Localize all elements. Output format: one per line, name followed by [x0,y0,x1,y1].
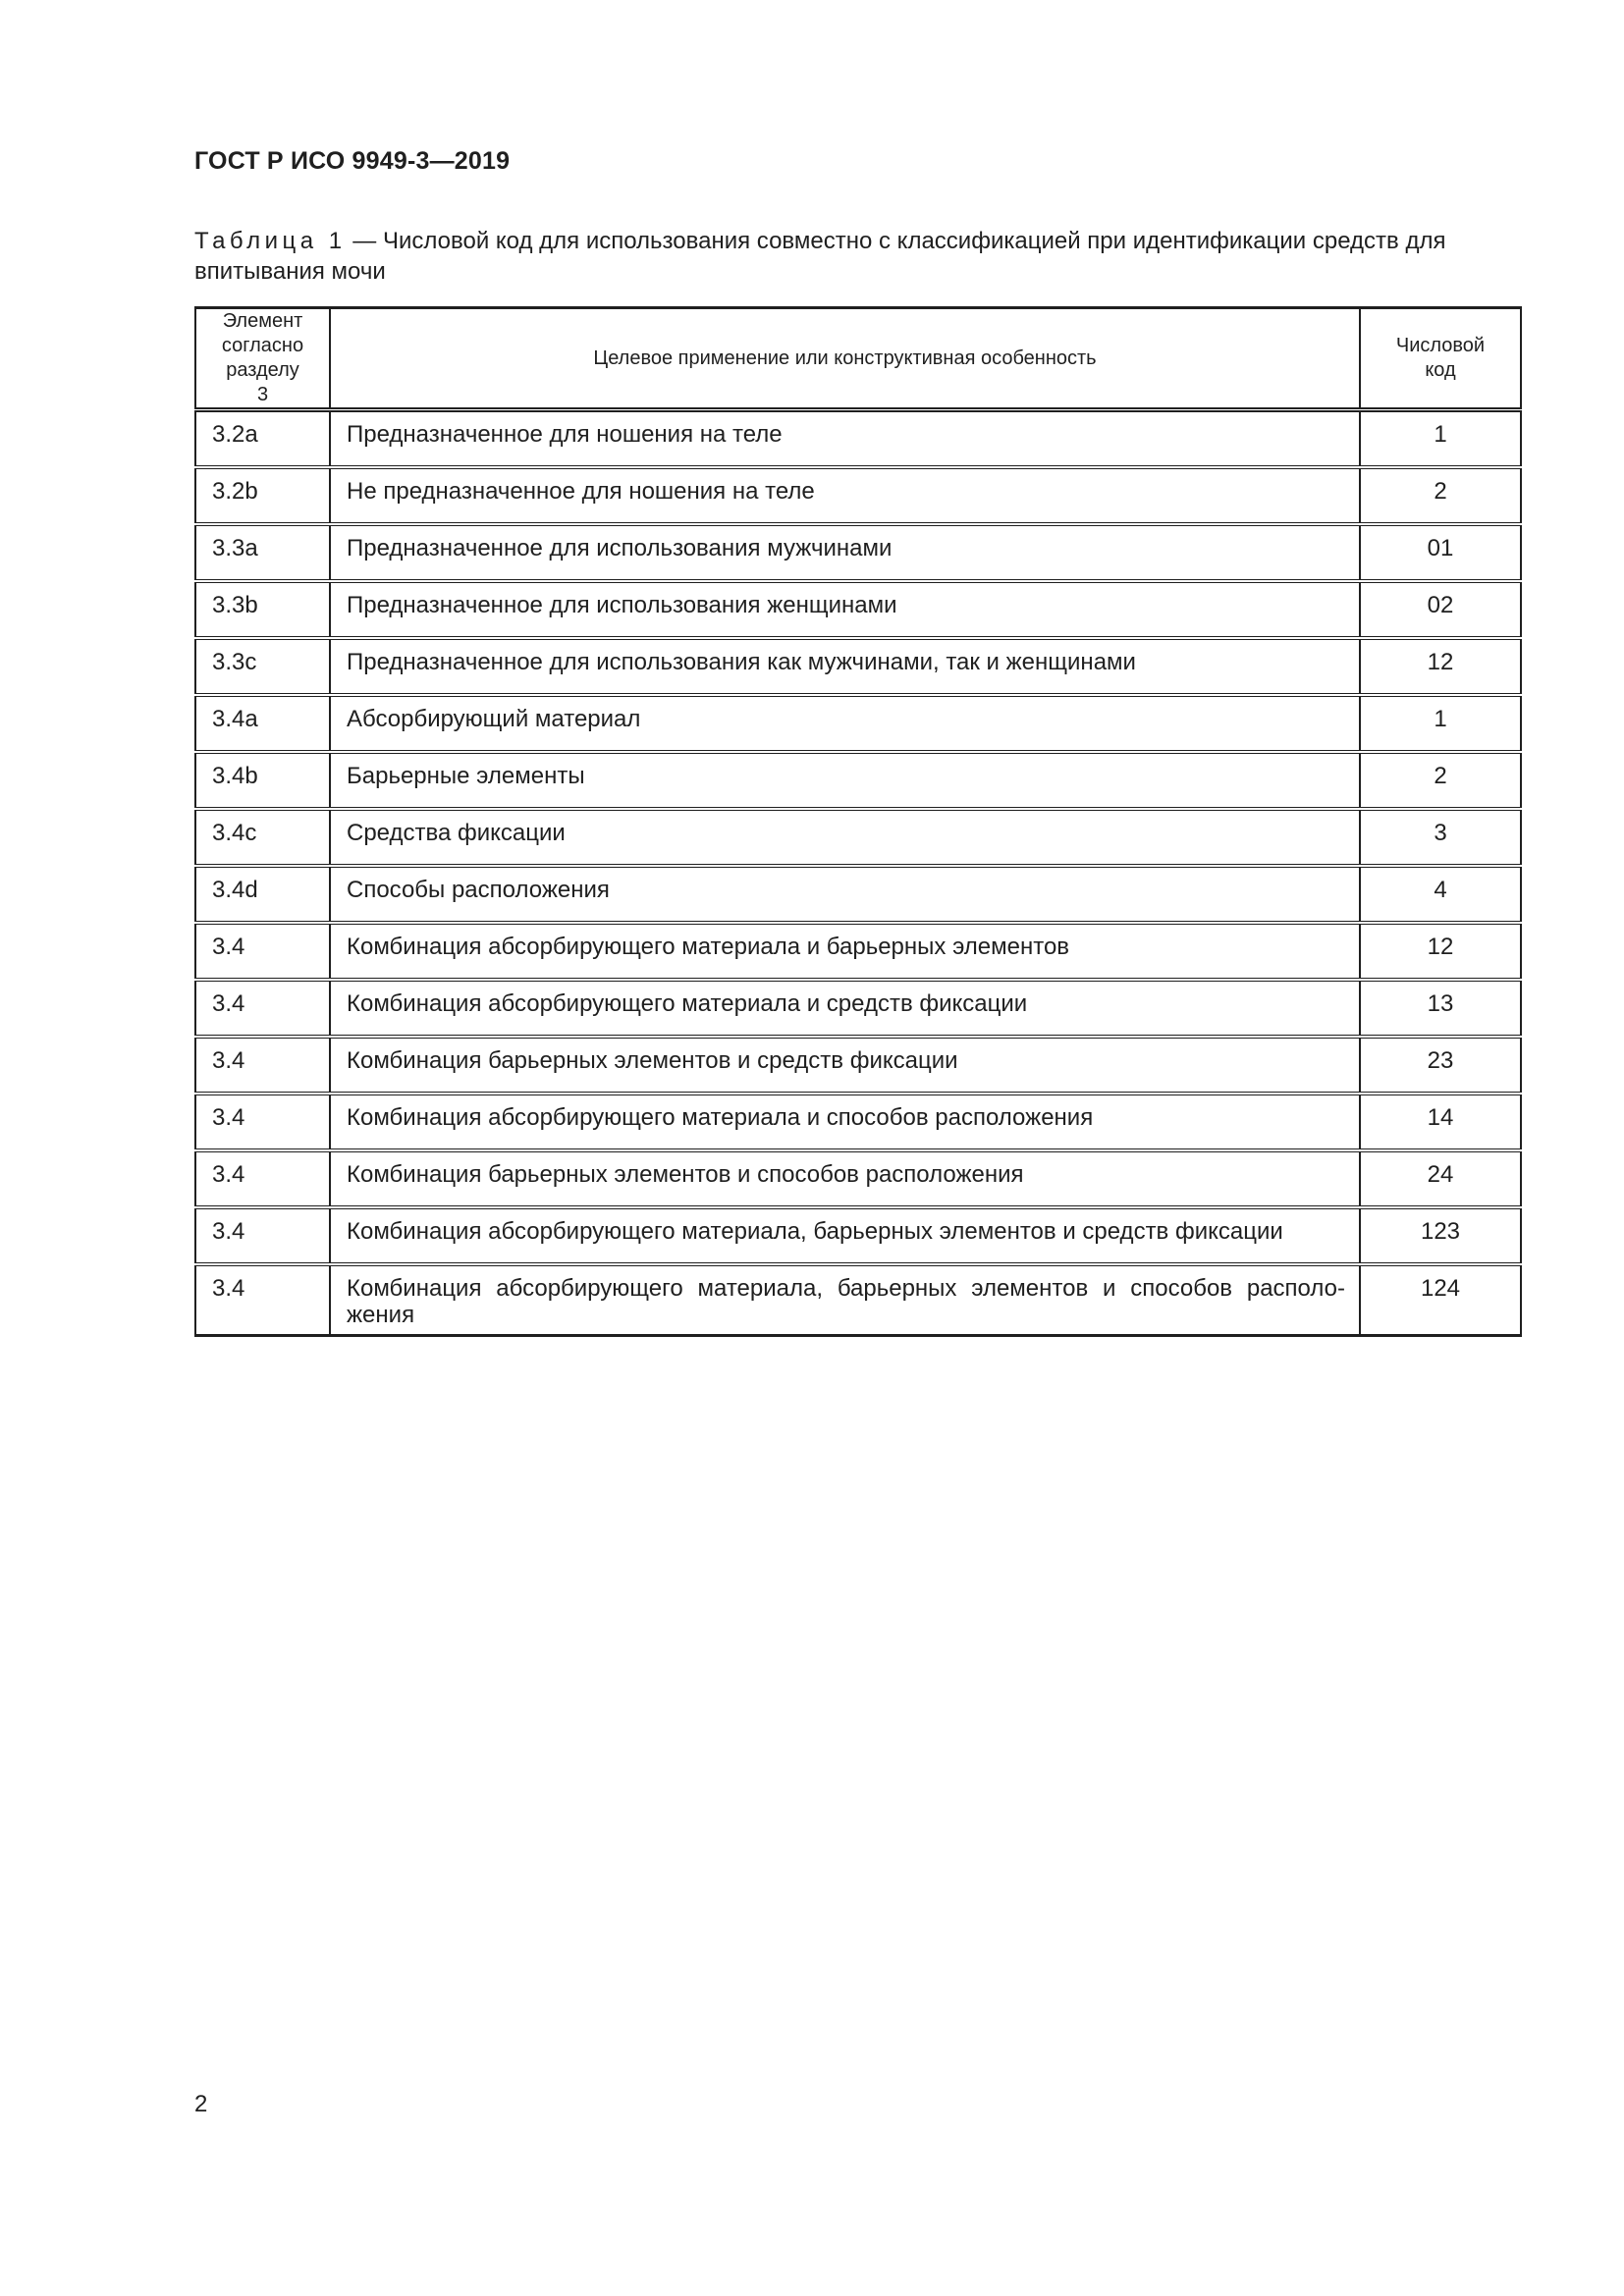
cell-description: Комбинация барьерных элементов и средств фиксации [330,1037,1360,1094]
table-row [195,866,1521,923]
cell-description: Абсорбирующий материал [330,695,1360,752]
cell-description: Предназначенное для использования женщинами [330,581,1360,638]
cell-element: 3.3c [195,638,330,695]
table-row [195,1094,1521,1150]
cell-element: 3.4c [195,809,330,866]
cell-description: Барьерные элементы [330,752,1360,809]
cell-description: Предназначенное для использования мужчинами [330,524,1360,581]
table-header-row [195,308,1521,410]
cell-description: Комбинация абсорбирующего материала и средств фиксации [330,980,1360,1037]
table-row [195,809,1521,866]
page-number: 2 [194,2091,208,2117]
cell-code: 4 [1360,866,1521,923]
cell-element: 3.4 [195,1150,330,1207]
document-header: ГОСТ Р ИСО 9949-3—2019 [194,147,511,175]
cell-description: Средства фиксации [330,809,1360,866]
cell-element: 3.4 [195,923,330,980]
cell-element: 3.3a [195,524,330,581]
cell-code: 12 [1360,923,1521,980]
table-row [195,923,1521,980]
table-row [195,695,1521,752]
cell-element: 3.4 [195,980,330,1037]
code-table-container [194,306,1520,1337]
table-row [195,752,1521,809]
cell-code: 01 [1360,524,1521,581]
cell-element: 3.4 [195,1207,330,1264]
cell-description: Комбинация абсорбирующего материала и барьерных элементов [330,923,1360,980]
table-row [195,1207,1521,1264]
table-row [195,581,1521,638]
cell-code: 12 [1360,638,1521,695]
cell-element: 3.4b [195,752,330,809]
cell-element: 3.4 [195,1037,330,1094]
cell-description: Комбинация барьерных элементов и способов расположения [330,1150,1360,1207]
cell-element: 3.4d [195,866,330,923]
cell-code: 3 [1360,809,1521,866]
cell-description: Комбинация абсорбирующего материала, барьерных элементов и средств фиксации [330,1207,1360,1264]
table-row [195,467,1521,524]
table-row [195,1264,1521,1336]
header-element-label: Элемент согласно разделу 3 [221,310,304,405]
table-caption-label: Таблица 1 [194,228,347,254]
code-table [194,306,1522,1337]
cell-code: 23 [1360,1037,1521,1094]
table-row [195,410,1521,468]
cell-description: Не предназначенное для ношения на теле [330,467,1360,524]
cell-description: Предназначенное для ношения на теле [330,410,1360,468]
table-caption-dash: — [346,228,383,254]
table-caption-text: Числовой код для использования совместно с классификацией при идентификации средств для впитывания мочи [194,228,1446,285]
table-row [195,524,1521,581]
header-code [1360,308,1521,410]
cell-element: 3.2b [195,467,330,524]
cell-element: 3.4 [195,1264,330,1336]
table-body [195,410,1521,1336]
table-row [195,1037,1521,1094]
cell-code: 2 [1360,467,1521,524]
cell-code: 02 [1360,581,1521,638]
table-row [195,980,1521,1037]
cell-code: 24 [1360,1150,1521,1207]
cell-code: 2 [1360,752,1521,809]
cell-element: 3.2a [195,410,330,468]
table-caption [194,226,1520,287]
cell-element: 3.4 [195,1094,330,1150]
table-row [195,638,1521,695]
cell-element: 3.4a [195,695,330,752]
cell-description: Комбинация абсорбирующего материала и способов расположения [330,1094,1360,1150]
cell-element: 3.3b [195,581,330,638]
header-purpose: Целевое применение или конструктивная особенность [330,308,1360,410]
cell-code: 124 [1360,1264,1521,1336]
cell-code: 1 [1360,410,1521,468]
cell-code: 1 [1360,695,1521,752]
cell-description: Комбинация абсорбирующего материала, барьерных элементов и способов располо-жения [330,1264,1360,1336]
cell-description: Предназначенное для использования как мужчинами, так и женщинами [330,638,1360,695]
header-code-label: Числовой код [1395,335,1486,381]
cell-code: 123 [1360,1207,1521,1264]
cell-code: 13 [1360,980,1521,1037]
header-element [195,308,330,410]
table-row [195,1150,1521,1207]
cell-description: Способы расположения [330,866,1360,923]
cell-code: 14 [1360,1094,1521,1150]
